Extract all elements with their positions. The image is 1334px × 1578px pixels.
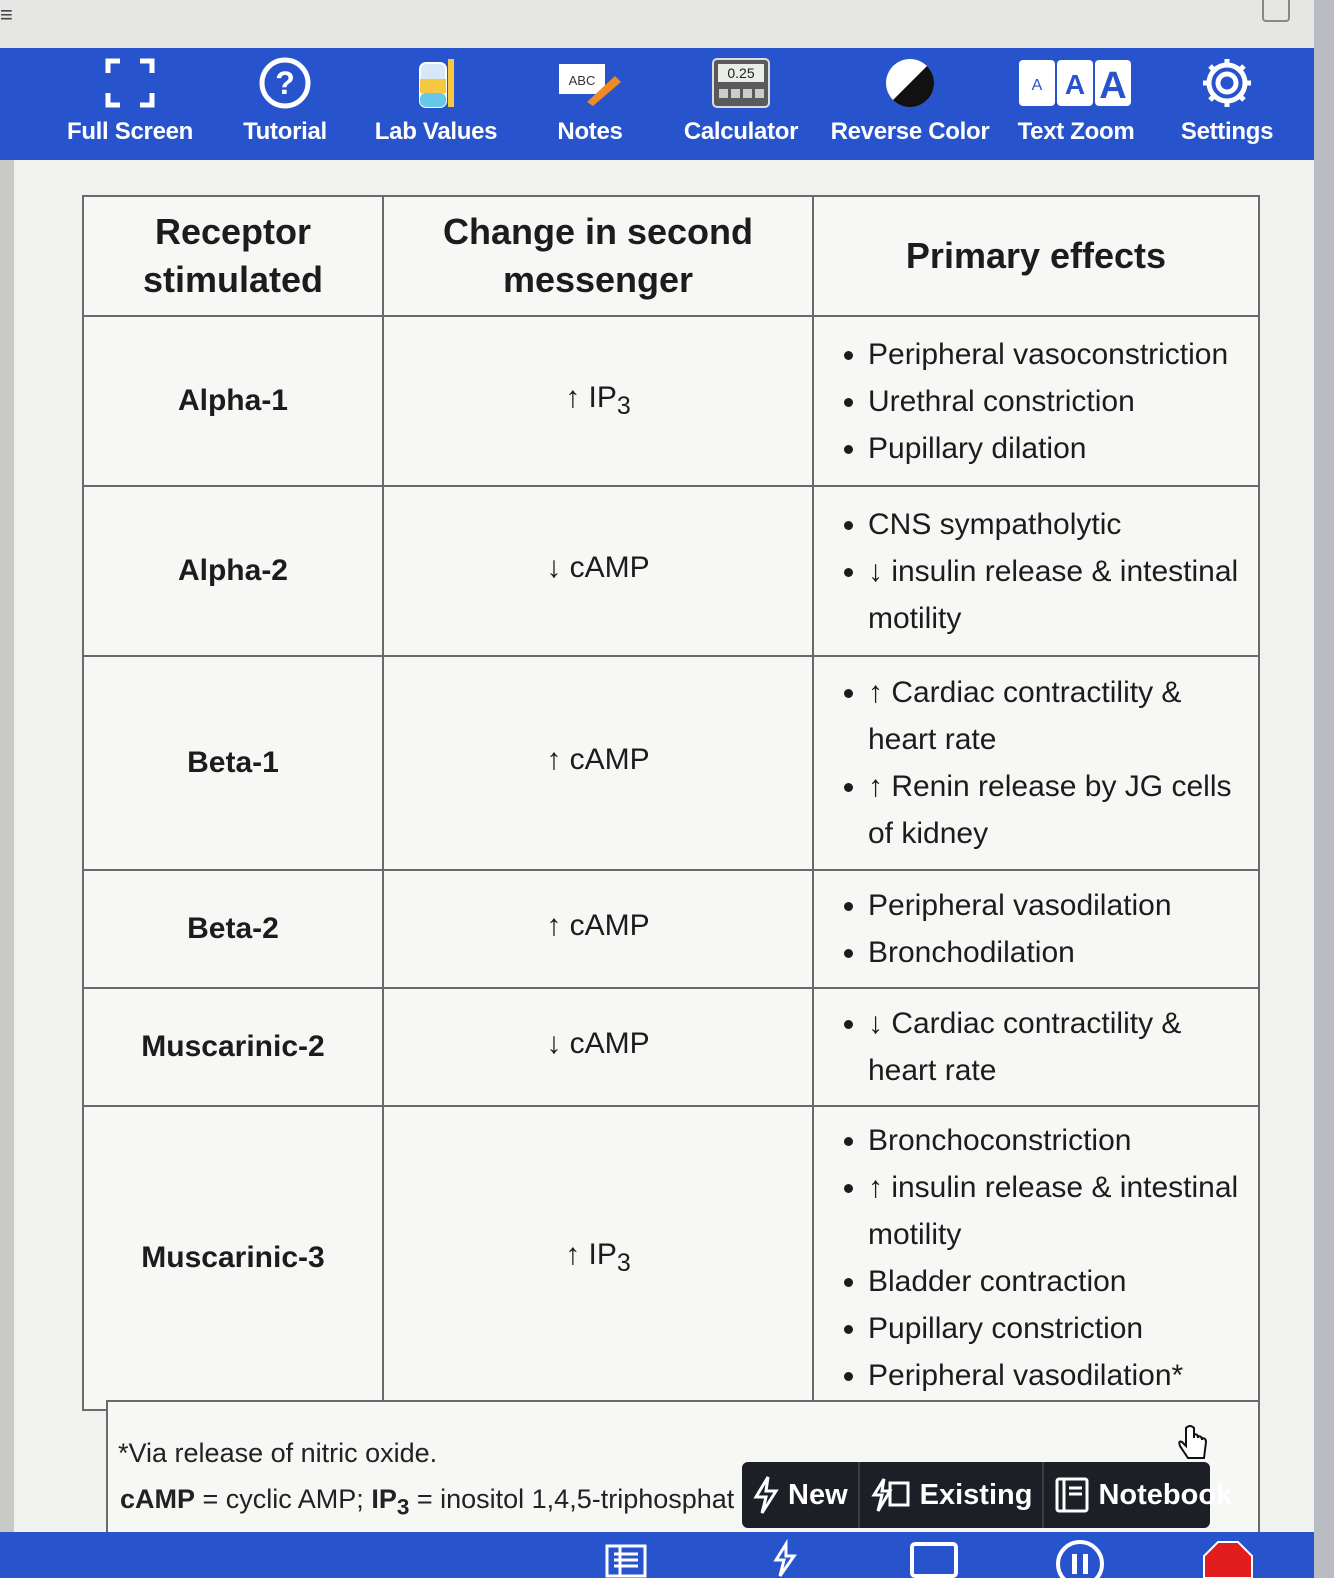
effects-list bbox=[838, 501, 1244, 642]
messenger-name: cAMP bbox=[569, 551, 650, 584]
column-header-messenger: Change in second messenger bbox=[383, 196, 813, 316]
svg-text:A: A bbox=[1031, 77, 1043, 94]
flashcard-action-bar bbox=[742, 1462, 1233, 1528]
receptor-cell: Muscarinic-3 bbox=[83, 1106, 383, 1410]
flashcard-icon[interactable] bbox=[770, 1538, 800, 1578]
receptor-table bbox=[82, 195, 1260, 1411]
calculator-display: 0.25 bbox=[727, 65, 755, 81]
menu-edge-icon[interactable]: ≡ bbox=[0, 2, 13, 27]
change-arrow: ↓ bbox=[546, 551, 562, 584]
toolbar-label: Lab Values bbox=[374, 118, 498, 145]
change-arrow: ↓ bbox=[546, 1027, 562, 1060]
receptor-cell: Beta-2 bbox=[83, 870, 383, 988]
popout-icon[interactable] bbox=[1262, 0, 1290, 22]
change-arrow: ↑ bbox=[546, 743, 562, 776]
full-screen-button[interactable] bbox=[66, 48, 194, 160]
flashcard-new-icon bbox=[752, 1475, 780, 1515]
messenger-cell bbox=[383, 870, 813, 988]
svg-text:A: A bbox=[1064, 69, 1086, 100]
footnote-abbreviations: cAMP = cyclic AMP; $IP_3$ = inositol 1,4,5-triphosphat bbox=[120, 1484, 735, 1520]
list-item: • ↓ Cardiac contractility & heart rate bbox=[868, 1000, 1244, 1094]
column-header-effects: Primary effects bbox=[813, 196, 1259, 316]
text-zoom-button[interactable] bbox=[1016, 48, 1136, 160]
reverse-color-button[interactable] bbox=[830, 48, 990, 160]
messenger-cell bbox=[383, 486, 813, 656]
table-row bbox=[83, 316, 1259, 486]
notebook-icon bbox=[1054, 1476, 1090, 1514]
fullscreen-icon bbox=[104, 48, 156, 118]
receptor-cell: Alpha-1 bbox=[83, 316, 383, 486]
list-item: • Peripheral vasodilation* bbox=[868, 1352, 1244, 1399]
stop-icon[interactable] bbox=[1202, 1538, 1254, 1578]
effects-cell bbox=[813, 1106, 1259, 1410]
messenger-name: IP bbox=[588, 1238, 617, 1271]
text-zoom-icon bbox=[1017, 48, 1135, 118]
settings-button[interactable] bbox=[1180, 48, 1274, 160]
list-item: • ↑ Cardiac contractility & heart rate bbox=[868, 669, 1244, 763]
toolbar-label: Text Zoom bbox=[1017, 118, 1135, 145]
effects-cell bbox=[813, 316, 1259, 486]
table-row bbox=[83, 988, 1259, 1106]
existing-flashcard-button[interactable] bbox=[860, 1462, 1045, 1528]
effects-cell bbox=[813, 656, 1259, 870]
messenger-cell bbox=[383, 316, 813, 486]
contrast-icon bbox=[883, 48, 937, 118]
list-item: • CNS sympatholytic bbox=[868, 501, 1244, 548]
messenger-cell bbox=[383, 988, 813, 1106]
list-item: • Bronchoconstriction bbox=[868, 1117, 1244, 1164]
table-row bbox=[83, 656, 1259, 870]
effects-cell bbox=[813, 988, 1259, 1106]
list-icon[interactable] bbox=[604, 1538, 648, 1578]
effects-list bbox=[838, 669, 1244, 857]
gear-icon bbox=[1199, 48, 1255, 118]
toolbar-label: Full Screen bbox=[66, 118, 194, 145]
column-header-receptor: Receptor stimulated bbox=[83, 196, 383, 316]
effects-cell bbox=[813, 870, 1259, 988]
list-item: • Urethral constriction bbox=[868, 378, 1244, 425]
lab-values-button[interactable] bbox=[372, 48, 500, 160]
effects-cell bbox=[813, 486, 1259, 656]
table-row bbox=[83, 1106, 1259, 1410]
toolbar-label: Calculator bbox=[683, 118, 799, 145]
messenger-name: cAMP bbox=[569, 909, 650, 942]
calculator-icon bbox=[711, 48, 771, 118]
notes-icon bbox=[557, 48, 623, 118]
receptor-cell: Alpha-2 bbox=[83, 486, 383, 656]
svg-text:A: A bbox=[1099, 65, 1127, 107]
receptor-cell: Beta-1 bbox=[83, 656, 383, 870]
pause-icon[interactable] bbox=[1054, 1538, 1106, 1578]
list-item: • ↑ Renin release by JG cells of kidney bbox=[868, 763, 1244, 857]
change-arrow: ↑ bbox=[565, 381, 581, 414]
new-label: New bbox=[788, 1478, 848, 1511]
toolbar bbox=[0, 48, 1314, 160]
messenger-subscript: 3 bbox=[616, 392, 631, 420]
receptor-cell: Muscarinic-2 bbox=[83, 988, 383, 1106]
notes-button[interactable] bbox=[552, 48, 628, 160]
toolbar-label: Settings bbox=[1180, 118, 1274, 145]
effects-list bbox=[838, 882, 1244, 976]
square-icon[interactable] bbox=[908, 1538, 960, 1578]
list-item: • ↑ insulin release & intestinal motility bbox=[868, 1164, 1244, 1258]
new-flashcard-button[interactable] bbox=[742, 1462, 860, 1528]
list-item: • Bladder contraction bbox=[868, 1258, 1244, 1305]
messenger-cell bbox=[383, 1106, 813, 1410]
svg-text:?: ? bbox=[275, 65, 295, 101]
list-item: • Pupillary constriction bbox=[868, 1305, 1244, 1352]
messenger-name: cAMP bbox=[569, 1027, 650, 1060]
list-item: • Pupillary dilation bbox=[868, 425, 1244, 472]
list-item: • Peripheral vasoconstriction bbox=[868, 331, 1244, 378]
tutorial-button[interactable] bbox=[240, 48, 330, 160]
notebook-button[interactable] bbox=[1044, 1462, 1242, 1528]
existing-label: Existing bbox=[919, 1478, 1033, 1511]
notebook-label: Notebook bbox=[1098, 1478, 1233, 1511]
top-strip bbox=[0, 0, 1334, 48]
list-item: • Peripheral vasodilation bbox=[868, 882, 1244, 929]
calculator-button[interactable] bbox=[684, 48, 798, 160]
effects-list bbox=[838, 1000, 1244, 1094]
table-header-row bbox=[83, 196, 1259, 316]
change-arrow: ↑ bbox=[565, 1238, 581, 1271]
toolbar-label: Reverse Color bbox=[830, 118, 990, 145]
messenger-name: cAMP bbox=[569, 743, 650, 776]
messenger-subscript: 3 bbox=[616, 1249, 631, 1277]
toolbar-label: Notes bbox=[557, 118, 623, 145]
list-item: • Bronchodilation bbox=[868, 929, 1244, 976]
table-row bbox=[83, 486, 1259, 656]
question-icon bbox=[258, 48, 312, 118]
flask-icon bbox=[414, 48, 458, 118]
svg-text:ABC: ABC bbox=[568, 73, 596, 88]
messenger-name: IP bbox=[588, 381, 617, 414]
effects-list bbox=[838, 331, 1244, 472]
table-row bbox=[83, 870, 1259, 988]
toolbar-label: Tutorial bbox=[243, 118, 327, 145]
footnote-nitric-oxide: *Via release of nitric oxide. bbox=[118, 1438, 438, 1468]
effects-list bbox=[838, 1117, 1244, 1399]
messenger-cell bbox=[383, 656, 813, 870]
list-item: • ↓ insulin release & intestinal motility bbox=[868, 548, 1244, 642]
change-arrow: ↑ bbox=[546, 909, 562, 942]
right-edge bbox=[1314, 0, 1334, 1578]
bottom-bar bbox=[0, 1532, 1314, 1578]
hand-cursor-icon bbox=[1176, 1424, 1210, 1462]
flashcard-existing-icon bbox=[870, 1477, 912, 1513]
